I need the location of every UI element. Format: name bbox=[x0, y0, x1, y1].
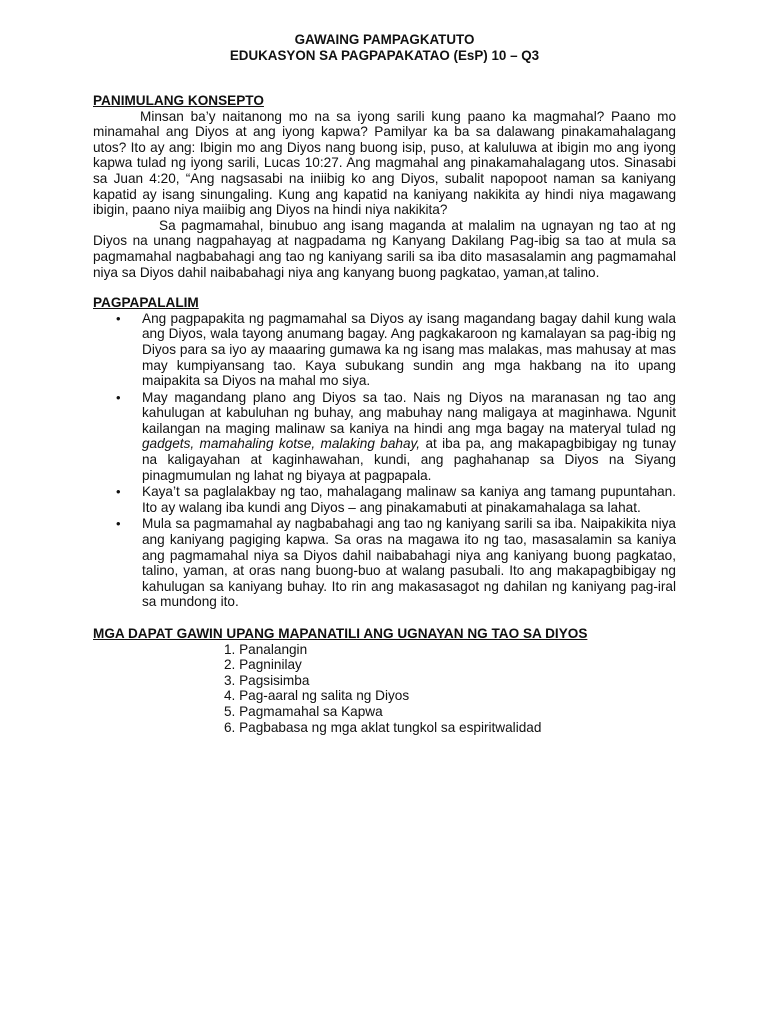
spacer bbox=[93, 280, 676, 295]
section-panimulang-konsepto bbox=[93, 93, 676, 280]
list-item: 6. Pagbabasa ng mga aklat tungkol sa espiritwalidad bbox=[224, 719, 542, 735]
document-title-line1: GAWAING PAMPAGKATUTO bbox=[294, 32, 475, 47]
bullet-text: Kaya’t sa paglalakbay ng tao, mahalagang malinaw sa kaniya ang tamang pupuntahan. Ito ay walang iba kundi ang Diyos – ang pinakamabuti at pinakamahalaga sa lahat. bbox=[142, 484, 676, 515]
bullet-text: Ang pagpapakita ng pagmamahal sa Diyos ay isang magandang bagay dahil kung wala ang Diyos, wala tayong anumang bagay. Ang pagkakaroon ng kamalayan sa pag-ibig ng Diyos para sa iyo ay maaaring gumawa ka ng isang mas malakas, mas mahusay at mas may kumpiyansang tao. Kaya subukang sundin ang mga hakbang na ito upang maipakita sa Diyos na mahal mo siya. bbox=[142, 310, 676, 389]
panimula-paragraph-2: Sa pagmamahal, binubuo ang isang maganda at malalim na ugnayan ng tao at ng Diyos na unang nagpahayag at nagpadama ng Kanyang Dakilang Pag-ibig sa tao at mula sa pagmamahal nagbabahagi ang tao ng kaniyang sarili sa iba dito masasalamin ang pagmamahal niya sa Diyos dahil naibabahagi niya ang kanyang buong pagkatao, yaman,at talino. bbox=[93, 217, 676, 280]
section-pagpapalalim bbox=[93, 295, 676, 610]
gawin-numbered-list bbox=[93, 642, 676, 736]
spacer bbox=[93, 610, 676, 626]
bullet-text-part: at iba pa, ang makapagbibigay ng tunay na kaligayahan at kaginhawahan, kundi, ang paghahanap sa Diyos na Siyang pinagmumulan ng lahat ng biyaya at pagpapala. bbox=[142, 436, 676, 483]
document-title-line2: EDUKASYON SA PAGPAPAKATAO (EsP) 10 – Q3 bbox=[229, 48, 540, 63]
panimula-paragraph-1: Minsan ba’y naitanong mo na sa iyong sarili kung paano ka magmahal? Paano mo minamahal ang Diyos at ang iyong kapwa? Pamilyar ka ba sa dalawang pinakamahalagang utos? Ito ay ang: Ibigin mo ang Diyos nang buong isip, puso, at kaluluwa at ibigin mo ang iyong kapwa tulad ng iyong sarili, Lucas 10:27. Ang magmahal ang pinakamahalagang utos. Sinasabi sa Juan 4:20, “Ang nagsasabi na iniibig ko ang Diyos, subalit napopoot naman sa kaniyang kapatid ay isang sinungaling. Kung ang kapatid na kaniyang nakikita ay hindi niya magawang ibigin, paano niya maiibig ang Diyos na hindi niya nakikita? bbox=[93, 108, 676, 218]
list-item bbox=[93, 311, 676, 389]
list-item bbox=[93, 484, 676, 515]
list-item bbox=[93, 390, 676, 484]
pagpapalalim-bullet-list bbox=[93, 311, 676, 610]
section-heading-panimula: PANIMULANG KONSEPTO bbox=[93, 93, 264, 108]
bullet-icon: • bbox=[116, 310, 121, 326]
section-mga-dapat-gawin bbox=[93, 626, 676, 735]
section-heading-gawin: MGA DAPAT GAWIN UPANG MAPANATILI ANG UGNAYAN NG TAO SA DIYOS bbox=[93, 626, 588, 641]
bullet-text-part: May magandang plano ang Diyos sa tao. Nais ng Diyos na maranasan ng tao ang kahulugan at kabuluhan ng buhay, ang mabuhay nang maligaya at maginhawa. Ngunit kailangan na maging malinaw sa kaniya na hindi ang mga bagay na materyal tulad ng bbox=[142, 389, 676, 436]
list-item: 2. Pagninilay bbox=[224, 657, 302, 673]
list-item: 1. Panalangin bbox=[224, 641, 308, 657]
list-item bbox=[93, 516, 676, 610]
list-item: 4. Pag-aaral ng salita ng Diyos bbox=[224, 688, 410, 704]
list-item: 5. Pagmamahal sa Kapwa bbox=[224, 703, 383, 719]
bullet-icon: • bbox=[116, 484, 121, 500]
bullet-icon: • bbox=[116, 389, 121, 405]
bullet-text bbox=[142, 390, 676, 483]
spacer bbox=[93, 64, 676, 93]
bullet-text-italic: gadgets, mamahaling kotse, malaking bahay, bbox=[142, 436, 421, 452]
section-heading-pagpapalalim: PAGPAPALALIM bbox=[93, 295, 199, 311]
bullet-icon: • bbox=[116, 516, 121, 532]
list-item: 3. Pagsisimba bbox=[224, 672, 310, 688]
bullet-text: Mula sa pagmamahal ay nagbabahagi ang tao ng kaniyang sarili sa iba. Naipakikita niya ang kaniyang pagiging kapwa. Sa oras na magawa ito ng tao, masasalamin sa kaniya ang pagmamahal niya sa Diyos dahil naibabahagi niya ang kaniyang buong pagkatao, talino, yaman, at oras nang buong-buo at walang pasubali. Ito ang makapagbibigay ng kahulugan sa kaniyang buhay. Ito rin ang makasasagot ng dahilan ng kaniyang pag-iral sa mundong ito. bbox=[142, 516, 676, 610]
